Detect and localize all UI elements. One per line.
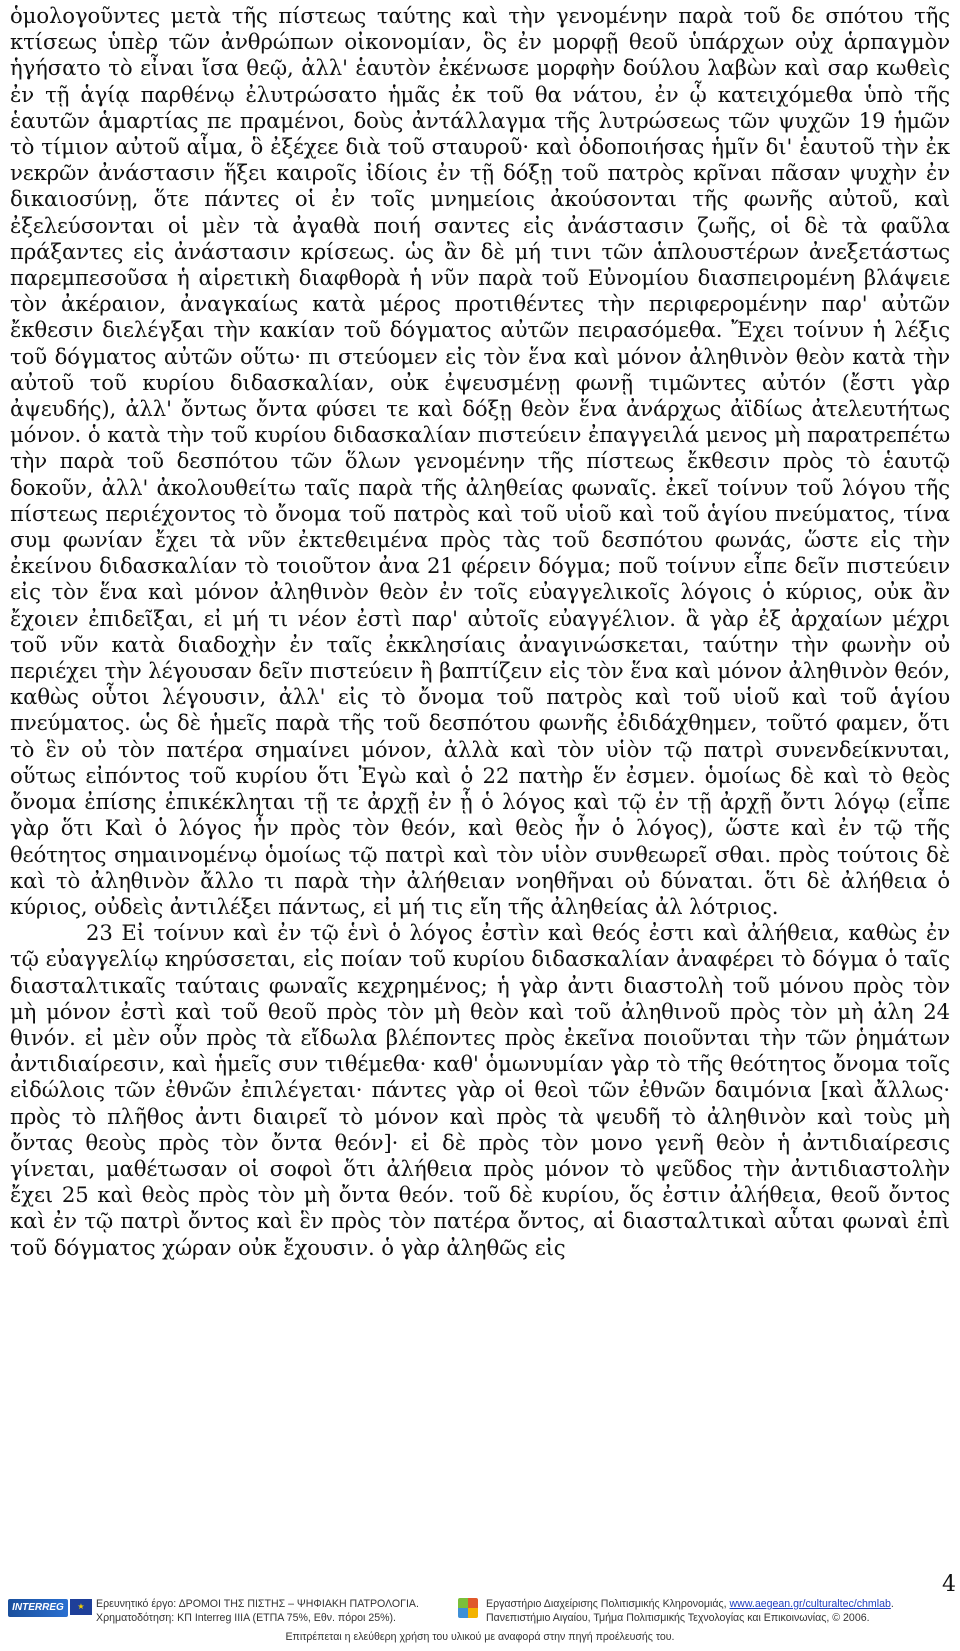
paragraph-1: ὁμολογοῦντες μετὰ τῆς πίστεως ταύτης καὶ τὴν γενομένην παρὰ τοῦ δε σπότου τῆς κτίσεως ὑπὲρ τῶν ἀνθρώπων οἰκονομίαν, ὃς ἐν μορφῇ θεοῦ ὑπάρχων οὐχ ἁρπαγμὸν ἡγήσατο τὸ εἶναι ἴσα θεῷ, ἀλλ' ἑαυτὸν ἐκένωσε μορφὴν δούλου λαβὼν καὶ σαρ κωθεὶς ἐν τῇ ἁγίᾳ παρθένῳ ἐλυτρώσατο ἡμᾶς ἐκ τοῦ θα νάτου, ἐν ᾧ κατειχόμεθα ὑπὸ τῆς ἑαυτῶν ἁμαρτίας πε πραμένοι, δοὺς ἀντάλλαγμα τῆς λυτρώσεως τῶν ψυχῶν 19 ἡμῶν τὸ τίμιον αὐτοῦ αἷμα, ὃ ἐξέχεε διὰ τοῦ σταυροῦ· καὶ ὁδοποιήσας ἡμῖν δι' ἑαυτοῦ τὴν ἐκ νεκρῶν ἀνάστασιν ἥξει καιροῖς ἰδίοις ἐν τῇ δόξῃ τοῦ πατρὸς κρῖναι πᾶσαν ψυχὴν ἐν δικαιοσύνῃ, ὅτε πάντες οἱ ἐν τοῖς μνημείοις ἀκούσονται τῆς φωνῆς αὐτοῦ, καὶ ἐξελεύσονται οἱ μὲν τὰ ἀγαθὰ ποιή σαντες εἰς ἀνάστασιν ζωῆς, οἱ δὲ τὰ φαῦλα πράξαντες εἰς ἀνάστασιν κρίσεως. ὡς ἂν δὲ μή τινι τῶν ἁπλουστέρων ἀνεξετάστως παρεμπεσοῦσα ἡ αἱρετικὴ διαφθορὰ ἡ νῦν παρὰ τοῦ Εὐνομίου διασπειρομένη βλάψειε τὸν ἀκέραιον, ἀναγκαίως κατὰ μέρος προτιθέντες τὴν περιφερομένην παρ' αὐτῶν ἔκθεσιν διελέγξαι τὴν κακίαν τοῦ δόγματος αὐτῶν πειρασόμεθα. Ἔχει τοίνυν ἡ λέξις τοῦ δόγματος αὐτῶν οὕτω· πι στεύομεν εἰς τὸν ἕνα καὶ μόνον ἀληθινὸν θεὸν κατὰ τὴν αὐτοῦ τοῦ κυρίου διδασκαλίαν, οὐκ ἐψευσμένῃ φωνῇ τιμῶντες αὐτόν (ἔστι γὰρ ἀψευδής), ἀλλ' ὄντως ὄντα φύσει τε καὶ δόξῃ θεὸν ἕνα ἀνάρχως ἀϊδίως ἀτελευτήτως μόνον. ὁ κατὰ τὴν τοῦ κυρίου διδασκαλίαν πιστεύειν ἐπαγγειλά μενος μὴ παρατρεπέτω τὴν παρὰ τοῦ δεσπότου τῶν ὅλων γενομένην τῆς πίστεως ἔκθεσιν πρὸς τὸ ἑαυτῷ δοκοῦν, ἀλλ' ἀκολουθείτω ταῖς παρὰ τῆς ἀληθείας φωναῖς. ἐκεῖ τοίνυν τοῦ λόγου τῆς πίστεως περιέχοντος τὸ ὄνομα τοῦ πατρὸς καὶ τοῦ υἱοῦ καὶ τοῦ ἁγίου πνεύματος, τίνα συμ φωνίαν ἔχει τὰ νῦν ἐκτεθειμένα πρὸς τὰς τοῦ δεσπότου φωνάς, ὥστε εἰς τὴν ἐκείνου διδασκαλίαν τὸ τοιοῦτον ἀνα 21 φέρειν δόγμα; ποῦ τοίνυν εἶπε δεῖν πιστεύειν εἰς τὸν ἕνα καὶ μόνον ἀληθινὸν θεὸν ἐν τοῖς εὐαγγελικοῖς λόγοις ὁ κύριος, οὐκ ἂν ἔχοιεν ἐπιδεῖξαι, εἰ μή τι νέον ἐστὶ παρ' αὐτοῖς εὐαγγέλιον. ἃ γὰρ ἐξ ἀρχαίων μέχρι τοῦ νῦν κατὰ διαδοχὴν ἐν ταῖς ἐκκλησίαις ἀναγινώσκεται, ταύτην τὴν φωνὴν οὐ περιέχει τὴν λέγουσαν δεῖν πιστεύειν ἢ βαπτίζειν εἰς τὸν ἕνα καὶ μόνον ἀληθινὸν θεόν, καθὼς οὗτοι λέγουσιν, ἀλλ' εἰς τὸ ὄνομα τοῦ πατρὸς καὶ τοῦ υἱοῦ καὶ τοῦ ἁγίου πνεύματος. ὡς δὲ ἡμεῖς παρὰ τῆς τοῦ δεσπότου φωνῆς ἐδιδάχθημεν, τοῦτό φαμεν, ὅτι τὸ ἓν οὐ τὸν πατέρα σημαίνει μόνον, ἀλλὰ καὶ τὸν υἱὸν τῷ πατρὶ συνενδείκνυται, οὕτως εἰπόντος τοῦ κυρίου ὅτι Ἐγὼ καὶ ὁ 22 πατὴρ ἕν ἐσμεν. ὁμοίως δὲ καὶ τὸ θεὸς ὄνομα ἐπίσης ἐπικέκληται τῇ τε ἀρχῇ ἐν ᾗ ὁ λόγος καὶ τῷ ἐν τῇ ἀρχῇ ὄντι λόγῳ (εἶπε γὰρ ὅτι Καὶ ὁ λόγος ἦν πρὸς τὸν θεόν, καὶ θεὸς ἦν ὁ λόγος), ὥστε καὶ ἐν τῷ τῆς θεότητος σημαινομένῳ ὁμοίως τῷ πατρὶ καὶ τὸν υἱὸν συνθεωρεῖ σθαι. πρὸς τούτοις δὲ καὶ τὸ ἀληθινὸν ἄλλο τι παρὰ τὴν ἀλήθειαν νοηθῆναι οὐ δύναται. ὅτι δὲ ἀλήθεια ὁ κύριος, οὐδεὶς ἀντιλέξει πάντως, εἰ μή τις εἴη τῆς ἀληθείας ἀλ λότριος. <box>10 3 950 919</box>
aegean-lab-logo-icon <box>458 1598 478 1618</box>
footer-usage-notice: Επιτρέπεται η ελεύθερη χρήση του υλικού με αναφορά στην πηγή προέλευσής του. <box>285 1631 675 1643</box>
page-footer <box>0 1597 960 1651</box>
footer-lab-link[interactable]: www.aegean.gr/culturaltec/chmlab <box>729 1598 891 1610</box>
document-body <box>10 3 950 1261</box>
footer-project-line: Ερευνητικό έργο: ΔΡΟΜΟΙ ΤΗΣ ΠΙΣΤΗΣ – ΨΗΦΙΑΚΗ ΠΑΤΡΟΛΟΓΙΑ. <box>96 1598 419 1610</box>
footer-lab-text: Εργαστήριο Διαχείρισης Πολιτισμικής Κληρονομιάς, <box>486 1598 730 1610</box>
eu-flag-icon: ★ <box>70 1599 92 1615</box>
footer-lab-period: . <box>890 1598 894 1610</box>
footer-project-info <box>96 1597 446 1625</box>
footer-funding-line: Χρηματοδότηση: ΚΠ Interreg IIIA (ΕΤΠΑ 75%, Εθν. πόροι 25%). <box>96 1612 396 1624</box>
paragraph-2: 23 Εἰ τοίνυν καὶ ἐν τῷ ἑνὶ ὁ λόγος ἐστὶν καὶ θεός ἐστι καὶ ἀλήθεια, καθὼς ἐν τῷ εὐαγγελίῳ κηρύσσεται, εἰς ποίαν τοῦ κυρίου διδασκαλίαν ἀναφέρει τὸ δόγμα ὁ ταῖς διασταλτικαῖς ταύταις φωναῖς κεχρημένος; ἡ γὰρ ἀντι διαστολὴ τοῦ μόνου πρὸς τὸν μὴ μόνον ἐστὶ καὶ τοῦ θεοῦ πρὸς τὸν μὴ θεὸν καὶ τοῦ ἀληθινοῦ πρὸς τὸν μὴ ἀλη 24 θινόν. εἰ μὲν οὖν πρὸς τὰ εἴδωλα βλέποντες πρὸς ἐκεῖνα ποιοῦνται τὴν τῶν ῥημάτων ἀντιδιαίρεσιν, καὶ ἡμεῖς συν τιθέμεθα· καθ' ὁμωνυμίαν γὰρ τὸ τῆς θεότητος ὄνομα τοῖς εἰδώλοις τῶν ἐθνῶν ἐπιλέγεται· πάντες γὰρ οἱ θεοὶ τῶν ἐθνῶν δαιμόνια [καὶ ἄλλως· πρὸς τὸ πλῆθος ἀντι διαιρεῖ τὸ μόνον καὶ πρὸς τὰ ψευδῆ τὸ ἀληθινὸν καὶ τοὺς μὴ ὄντας θεοὺς πρὸς τὸν ὄντα θεόν]· εἰ δὲ πρὸς τὸν μονο γενῆ θεὸν ἡ ἀντιδιαίρεσις γίνεται, μαθέτωσαν οἱ σοφοὶ ὅτι ἀλήθεια πρὸς μόνον τὸ ψεῦδος τὴν ἀντιδιαστολὴν ἔχει 25 καὶ θεὸς πρὸς τὸν μὴ ὄντα θεόν. τοῦ δὲ κυρίου, ὅς ἐστιν ἀλήθεια, θεοῦ ὄντος καὶ ἐν τῷ πατρὶ ὄντος καὶ ἓν πρὸς τὸν πατέρα ὄντος, αἱ διασταλτικαὶ αὗται φωναὶ ἐπὶ τοῦ δόγματος χώραν οὐκ ἔχουσιν. ὁ γὰρ ἀληθῶς εἰς <box>10 920 950 1260</box>
footer-lab-info <box>486 1597 956 1625</box>
footer-university-line: Πανεπιστήμιο Αιγαίου, Τμήμα Πολιτισμικής Τεχνολογίας και Επικοινωνίας, © 2006. <box>486 1612 870 1624</box>
interreg-logo-icon: INTERREG III <box>8 1599 68 1617</box>
page-number: 4 <box>942 1572 956 1597</box>
footer-lab-line <box>486 1597 956 1611</box>
